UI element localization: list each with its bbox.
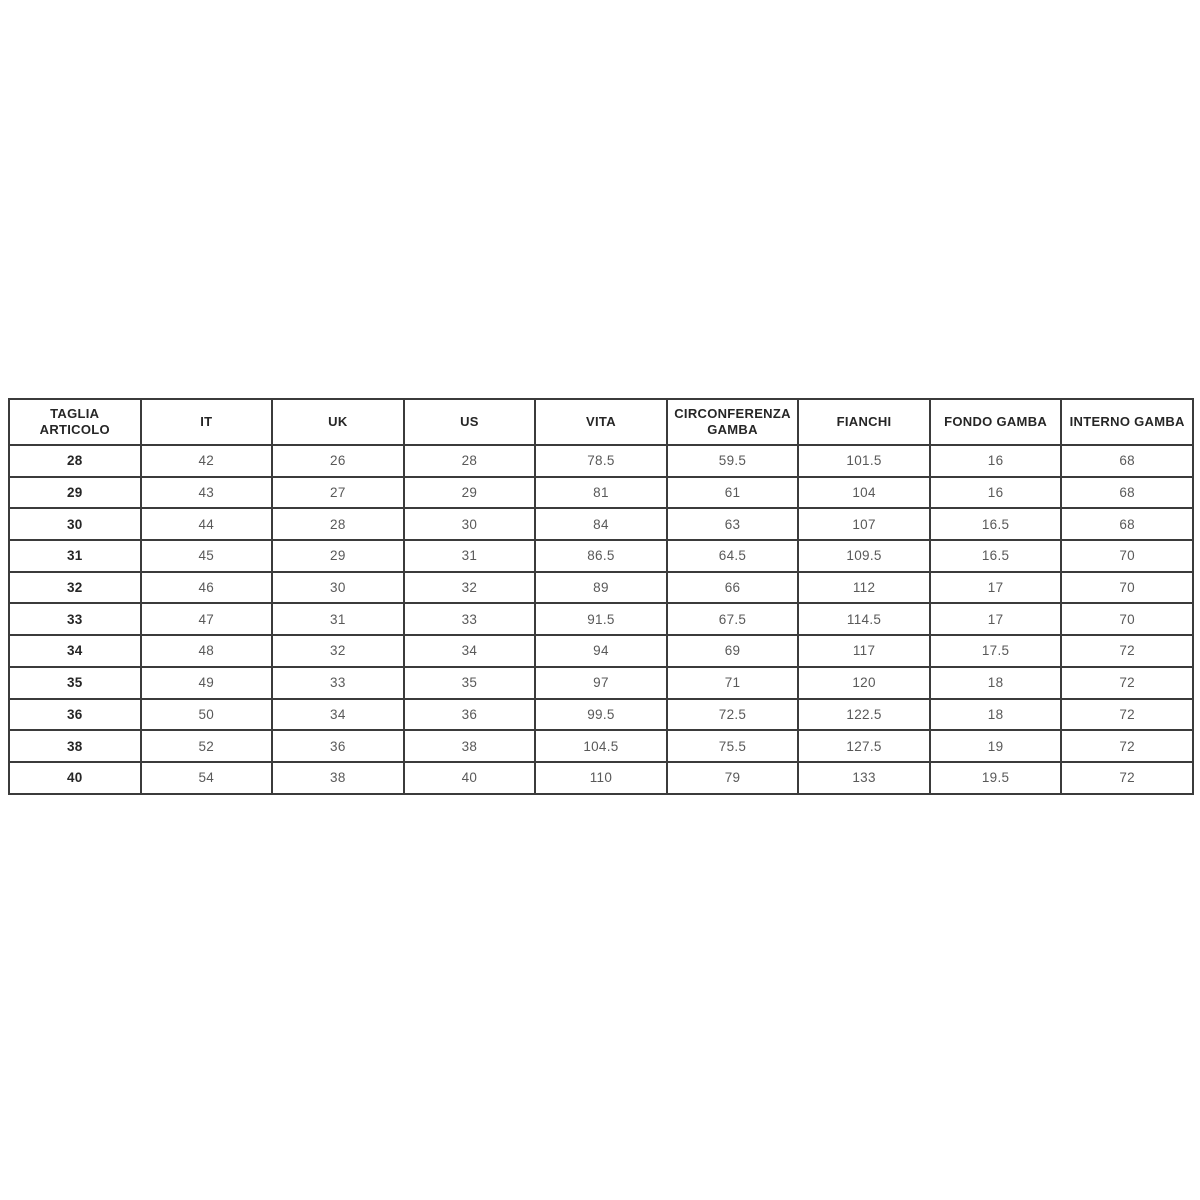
measurement-cell: 40 [404,762,536,794]
measurement-cell: 27 [272,477,404,509]
measurement-cell: 31 [404,540,536,572]
measurement-cell: 66 [667,572,799,604]
measurement-cell: 16.5 [930,540,1062,572]
size-label-cell: 40 [9,762,141,794]
measurement-cell: 72 [1061,699,1193,731]
table-row [9,603,1193,635]
measurement-cell: 28 [272,508,404,540]
measurement-cell: 78.5 [535,445,667,477]
table-row [9,540,1193,572]
measurement-cell: 70 [1061,540,1193,572]
table-row [9,635,1193,667]
size-label-cell: 30 [9,508,141,540]
size-label-cell: 35 [9,667,141,699]
table-row [9,699,1193,731]
measurement-cell: 36 [272,730,404,762]
table-row [9,730,1193,762]
measurement-cell: 68 [1061,445,1193,477]
measurement-cell: 16.5 [930,508,1062,540]
measurement-cell: 68 [1061,477,1193,509]
measurement-cell: 69 [667,635,799,667]
measurement-cell: 43 [141,477,273,509]
measurement-cell: 64.5 [667,540,799,572]
measurement-cell: 127.5 [798,730,930,762]
measurement-cell: 122.5 [798,699,930,731]
column-header: INTERNO GAMBA [1061,399,1193,445]
measurement-cell: 110 [535,762,667,794]
measurement-cell: 42 [141,445,273,477]
measurement-cell: 91.5 [535,603,667,635]
measurement-cell: 68 [1061,508,1193,540]
measurement-cell: 34 [272,699,404,731]
measurement-cell: 47 [141,603,273,635]
measurement-cell: 72 [1061,730,1193,762]
measurement-cell: 19 [930,730,1062,762]
measurement-cell: 45 [141,540,273,572]
measurement-cell: 81 [535,477,667,509]
measurement-cell: 89 [535,572,667,604]
measurement-cell: 18 [930,667,1062,699]
table-row [9,477,1193,509]
measurement-cell: 17 [930,572,1062,604]
measurement-cell: 54 [141,762,273,794]
size-chart-table [8,398,1194,795]
measurement-cell: 16 [930,445,1062,477]
measurement-cell: 114.5 [798,603,930,635]
measurement-cell: 30 [272,572,404,604]
size-label-cell: 29 [9,477,141,509]
column-header: VITA [535,399,667,445]
column-header: CIRCONFERENZA GAMBA [667,399,799,445]
measurement-cell: 19.5 [930,762,1062,794]
measurement-cell: 104.5 [535,730,667,762]
measurement-cell: 72 [1061,667,1193,699]
measurement-cell: 50 [141,699,273,731]
measurement-cell: 75.5 [667,730,799,762]
measurement-cell: 63 [667,508,799,540]
measurement-cell: 117 [798,635,930,667]
measurement-cell: 133 [798,762,930,794]
size-label-cell: 28 [9,445,141,477]
size-label-cell: 33 [9,603,141,635]
measurement-cell: 17 [930,603,1062,635]
measurement-cell: 70 [1061,572,1193,604]
column-header: FIANCHI [798,399,930,445]
measurement-cell: 33 [404,603,536,635]
measurement-cell: 29 [404,477,536,509]
column-header: UK [272,399,404,445]
measurement-cell: 59.5 [667,445,799,477]
column-header: FONDO GAMBA [930,399,1062,445]
measurement-cell: 109.5 [798,540,930,572]
measurement-cell: 107 [798,508,930,540]
size-label-cell: 38 [9,730,141,762]
measurement-cell: 94 [535,635,667,667]
measurement-cell: 71 [667,667,799,699]
measurement-cell: 46 [141,572,273,604]
measurement-cell: 38 [272,762,404,794]
measurement-cell: 97 [535,667,667,699]
size-label-cell: 34 [9,635,141,667]
measurement-cell: 36 [404,699,536,731]
measurement-cell: 31 [272,603,404,635]
size-label-cell: 36 [9,699,141,731]
header-row [9,399,1193,445]
measurement-cell: 112 [798,572,930,604]
column-header: TAGLIA ARTICOLO [9,399,141,445]
measurement-cell: 16 [930,477,1062,509]
measurement-cell: 61 [667,477,799,509]
table-row [9,508,1193,540]
measurement-cell: 35 [404,667,536,699]
measurement-cell: 72.5 [667,699,799,731]
measurement-cell: 49 [141,667,273,699]
measurement-cell: 70 [1061,603,1193,635]
measurement-cell: 67.5 [667,603,799,635]
table-row [9,667,1193,699]
size-label-cell: 32 [9,572,141,604]
column-header: US [404,399,536,445]
measurement-cell: 28 [404,445,536,477]
measurement-cell: 18 [930,699,1062,731]
measurement-cell: 29 [272,540,404,572]
measurement-cell: 17.5 [930,635,1062,667]
measurement-cell: 34 [404,635,536,667]
table-row [9,572,1193,604]
measurement-cell: 72 [1061,762,1193,794]
measurement-cell: 79 [667,762,799,794]
size-chart-body [9,445,1193,794]
measurement-cell: 120 [798,667,930,699]
measurement-cell: 72 [1061,635,1193,667]
measurement-cell: 86.5 [535,540,667,572]
size-label-cell: 31 [9,540,141,572]
measurement-cell: 104 [798,477,930,509]
measurement-cell: 26 [272,445,404,477]
measurement-cell: 30 [404,508,536,540]
measurement-cell: 48 [141,635,273,667]
measurement-cell: 38 [404,730,536,762]
size-chart-container [8,398,1194,795]
table-row [9,445,1193,477]
measurement-cell: 32 [272,635,404,667]
column-header: IT [141,399,273,445]
table-row [9,762,1193,794]
measurement-cell: 99.5 [535,699,667,731]
measurement-cell: 101.5 [798,445,930,477]
measurement-cell: 32 [404,572,536,604]
size-chart-header [9,399,1193,445]
measurement-cell: 52 [141,730,273,762]
measurement-cell: 44 [141,508,273,540]
measurement-cell: 84 [535,508,667,540]
measurement-cell: 33 [272,667,404,699]
